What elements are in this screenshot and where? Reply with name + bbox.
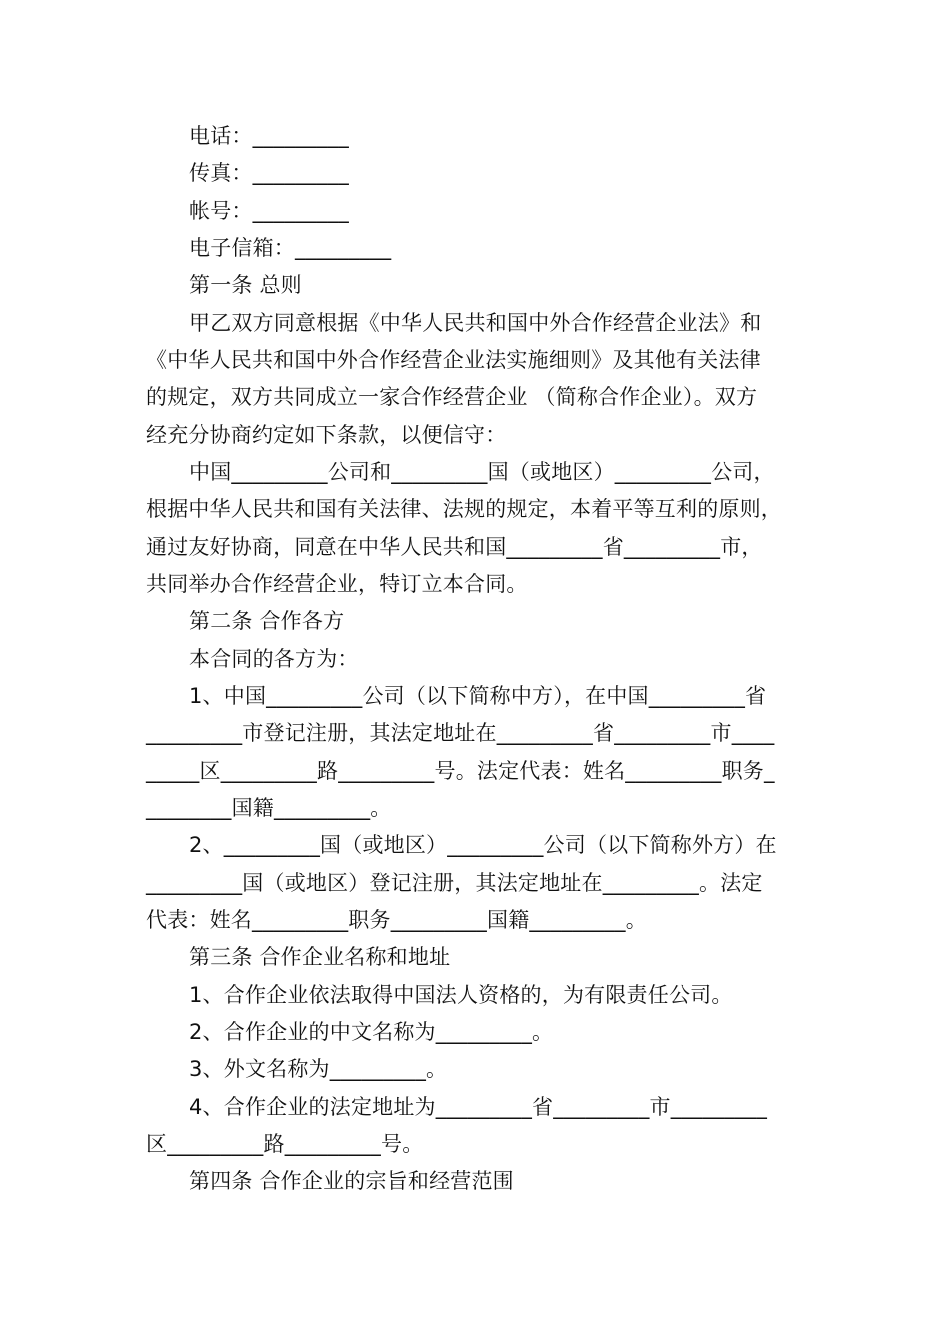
paragraph-line: _____区_________路_________号。法定代表：姓名_________职务_ xyxy=(146,759,775,783)
paragraph-line: 本合同的各方为： xyxy=(189,647,359,671)
paragraph-line: 通过友好协商，同意在中华人民共和国_________省_________市， xyxy=(146,535,763,559)
paragraph-line: 区_________路_________号。 xyxy=(146,1132,424,1156)
clause-item: 2、合作企业的中文名称为_________。 xyxy=(189,1020,554,1044)
fax-field-line: 传真：_________ xyxy=(189,161,349,185)
paragraph-line: 共同举办合作经营企业，特订立本合同。 xyxy=(146,572,528,596)
article-4-heading: 第四条 合作企业的宗旨和经营范围 xyxy=(189,1169,514,1193)
clause-item: 1、合作企业依法取得中国法人资格的，为有限责任公司。 xyxy=(189,983,733,1007)
paragraph-line: 代表：姓名_________职务_________国籍_________。 xyxy=(146,908,647,932)
clause-item: 3、外文名称为_________。 xyxy=(189,1057,448,1081)
paragraph-line: ________国籍_________。 xyxy=(146,796,392,820)
paragraph-line: _________国（或地区）登记注册，其法定地址在_________。法定 xyxy=(146,871,763,895)
paragraph-line: 中国_________公司和_________国（或地区）_________公司， xyxy=(189,460,775,484)
clause-item: 4、合作企业的法定地址为_________省_________市_________ xyxy=(189,1095,768,1119)
phone-field-line: 电话：_________ xyxy=(189,124,349,148)
paragraph-line: 甲乙双方同意根据《中华人民共和国中外合作经营企业法》和 xyxy=(189,311,762,335)
paragraph-line: 《中华人民共和国中外合作经营企业法实施细则》及其他有关法律 xyxy=(146,348,761,372)
article-2-heading: 第二条 合作各方 xyxy=(189,609,345,633)
clause-item: 2、_________国（或地区）_________公司（以下简称外方）在 xyxy=(189,833,777,857)
paragraph-line: _________市登记注册，其法定地址在_________省_________市____ xyxy=(146,721,775,745)
paragraph-line: 根据中华人民共和国有关法律、法规的规定，本着平等互利的原则， xyxy=(146,497,782,521)
paragraph-line: 的规定，双方共同成立一家合作经营企业 （简称合作企业）。双方 xyxy=(146,385,758,409)
clause-item: 1、中国_________公司（以下简称中方），在中国_________省 xyxy=(189,684,767,708)
paragraph-line: 经充分协商约定如下条款，以便信守： xyxy=(146,423,507,447)
account-field-line: 帐号：_________ xyxy=(189,199,349,223)
article-3-heading: 第三条 合作企业名称和地址 xyxy=(189,945,451,969)
email-field-line: 电子信箱：_________ xyxy=(189,236,392,260)
article-1-heading: 第一条 总则 xyxy=(189,273,302,297)
